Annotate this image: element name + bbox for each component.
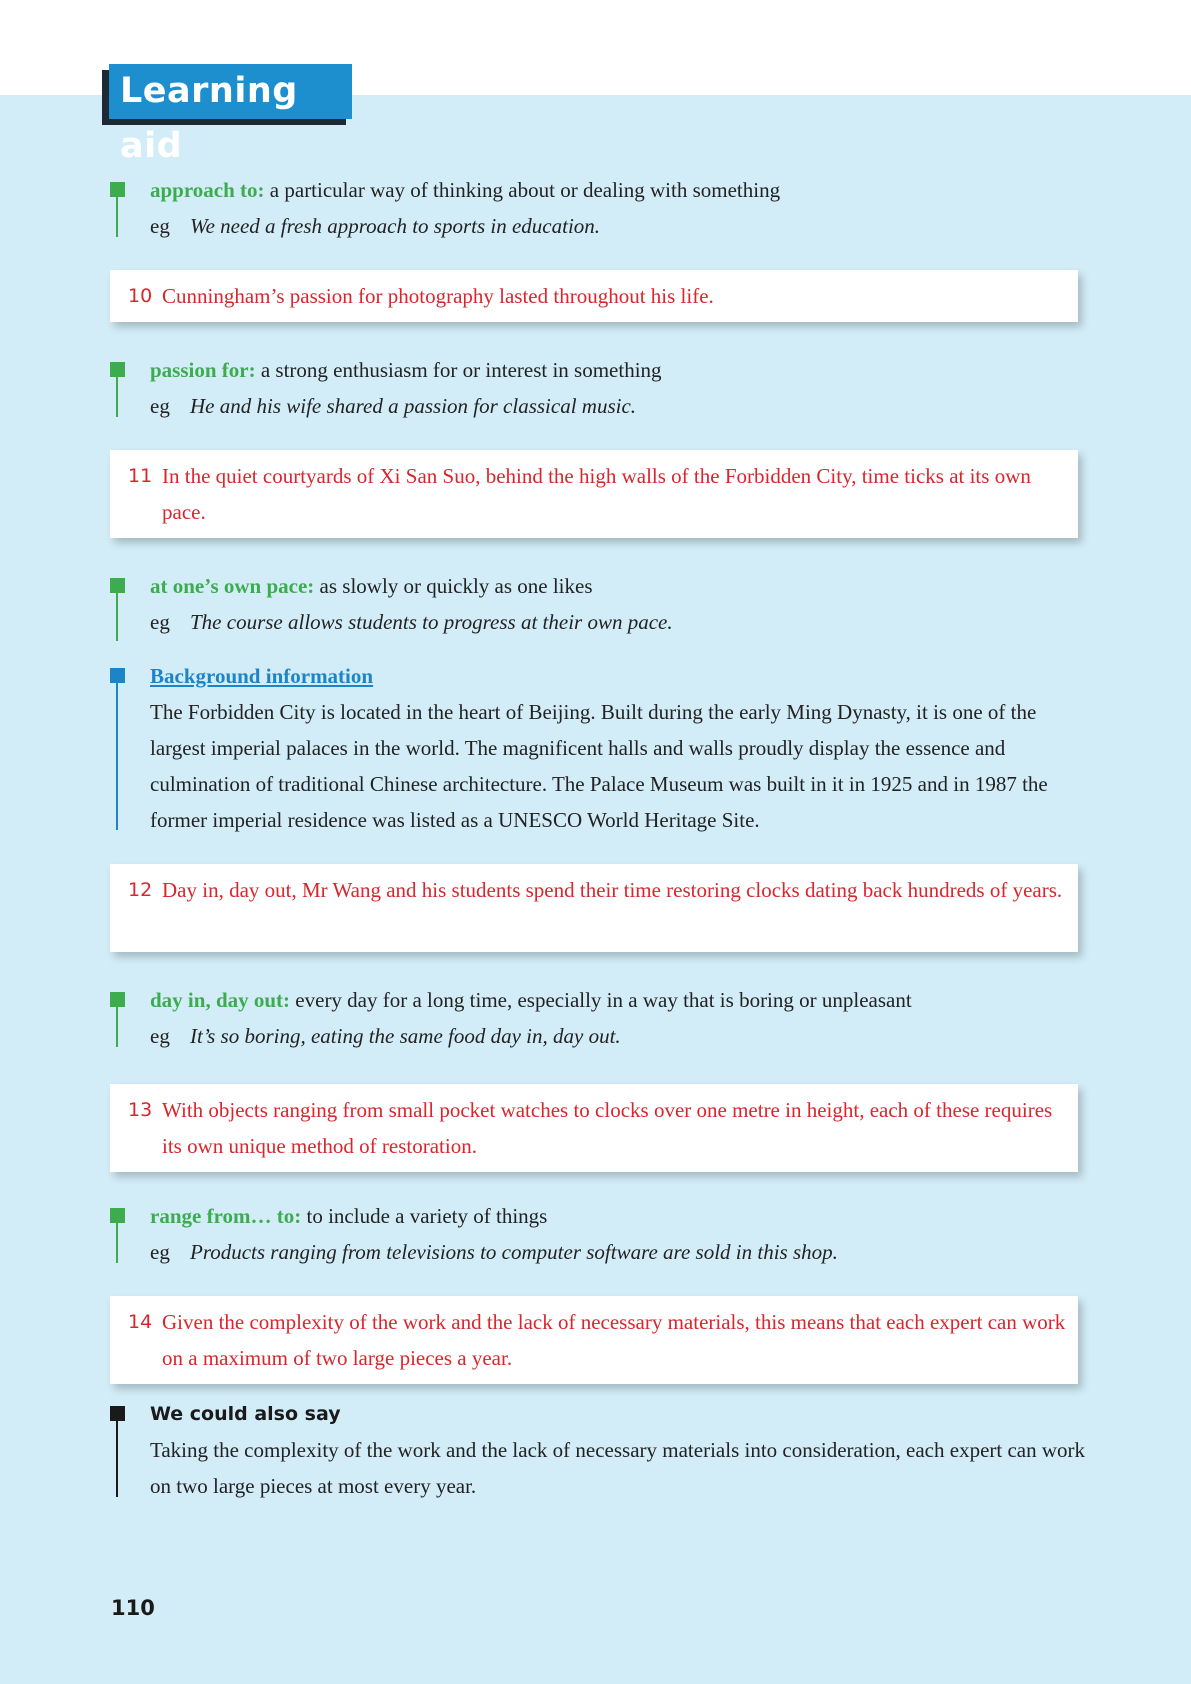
note-term: passion for: [150,358,256,382]
vocab-note [150,172,1090,244]
note-example: He and his wife shared a passion for classical music. [190,394,637,418]
eg-label: eg [150,610,170,634]
key-sentence [110,864,1078,952]
vocab-note [150,1198,1090,1270]
vocab-note [150,568,1090,640]
key-sentence [110,1296,1078,1384]
black-rule [116,1413,118,1497]
green-rule [116,369,118,417]
eg-label: eg [150,1240,170,1264]
green-rule [116,585,118,641]
note-example: We need a fresh approach to sports in education. [190,214,601,238]
vocab-note [150,352,1090,424]
note-definition: to include a variety of things [301,1204,548,1228]
blue-rule [116,675,118,830]
sentence-number: 12 [128,879,153,901]
sentence-text: With objects ranging from small pocket watches to clocks over one metre in height, each of these requires its own unique method of restoration. [162,1098,1053,1158]
sentence-number: 14 [128,1311,153,1333]
green-rule [116,1215,118,1263]
sentence-text: In the quiet courtyards of Xi San Suo, behind the high walls of the Forbidden City, time ticks at its own pace. [162,464,1031,524]
page-number: 110 [111,1596,155,1620]
note-example: The course allows students to progress at their own pace. [190,610,673,634]
sentence-number: 10 [128,285,153,307]
eg-label: eg [150,394,170,418]
note-term: day in, day out: [150,988,291,1012]
note-term: at one’s own pace: [150,574,315,598]
background-text: The Forbidden City is located in the heart of Beijing. Built during the early Ming Dynasty, it is one of the largest imperial palaces in the world. The magnificent halls and walls proudly display the essence and culmination of traditional Chinese architecture. The Palace Museum was built in it in 1925 and in 1987 the former imperial residence was listed as a UNESCO World Heritage Site. [150,700,1048,832]
note-definition: every day for a long time, especially in a way that is boring or unpleasant [290,988,912,1012]
header-tab [102,64,352,166]
note-example: Products ranging from televisions to computer software are sold in this shop. [190,1240,838,1264]
alternative-text: Taking the complexity of the work and the lack of necessary materials into consideration, each expert can work on two large pieces at most every year. [150,1438,1086,1498]
green-rule [116,999,118,1047]
background-info [150,658,1090,838]
page-title: Learning aid [109,64,352,119]
sentence-number: 11 [128,465,153,487]
eg-label: eg [150,214,170,238]
sentence-text: Day in, day out, Mr Wang and his students spend their time restoring clocks dating back hundreds of years. [162,878,1063,902]
note-term: approach to: [150,178,265,202]
alternative-title: We could also say [150,1403,341,1425]
sentence-number: 13 [128,1099,153,1121]
background-title: Background information [150,664,374,688]
green-rule [116,189,118,237]
note-term: range from… to: [150,1204,302,1228]
alternative-expression [150,1396,1090,1504]
note-definition: as slowly or quickly as one likes [314,574,593,598]
note-definition: a strong enthusiasm for or interest in something [255,358,662,382]
note-example: It’s so boring, eating the same food day in, day out. [190,1024,621,1048]
key-sentence [110,1084,1078,1172]
key-sentence [110,450,1078,538]
key-sentence [110,270,1078,322]
sentence-text: Cunningham’s passion for photography lasted throughout his life. [162,284,714,308]
vocab-note [150,982,1090,1054]
eg-label: eg [150,1024,170,1048]
note-definition: a particular way of thinking about or dealing with something [264,178,781,202]
sentence-text: Given the complexity of the work and the lack of necessary materials, this means that each expert can work on a maximum of two large pieces a year. [162,1310,1066,1370]
